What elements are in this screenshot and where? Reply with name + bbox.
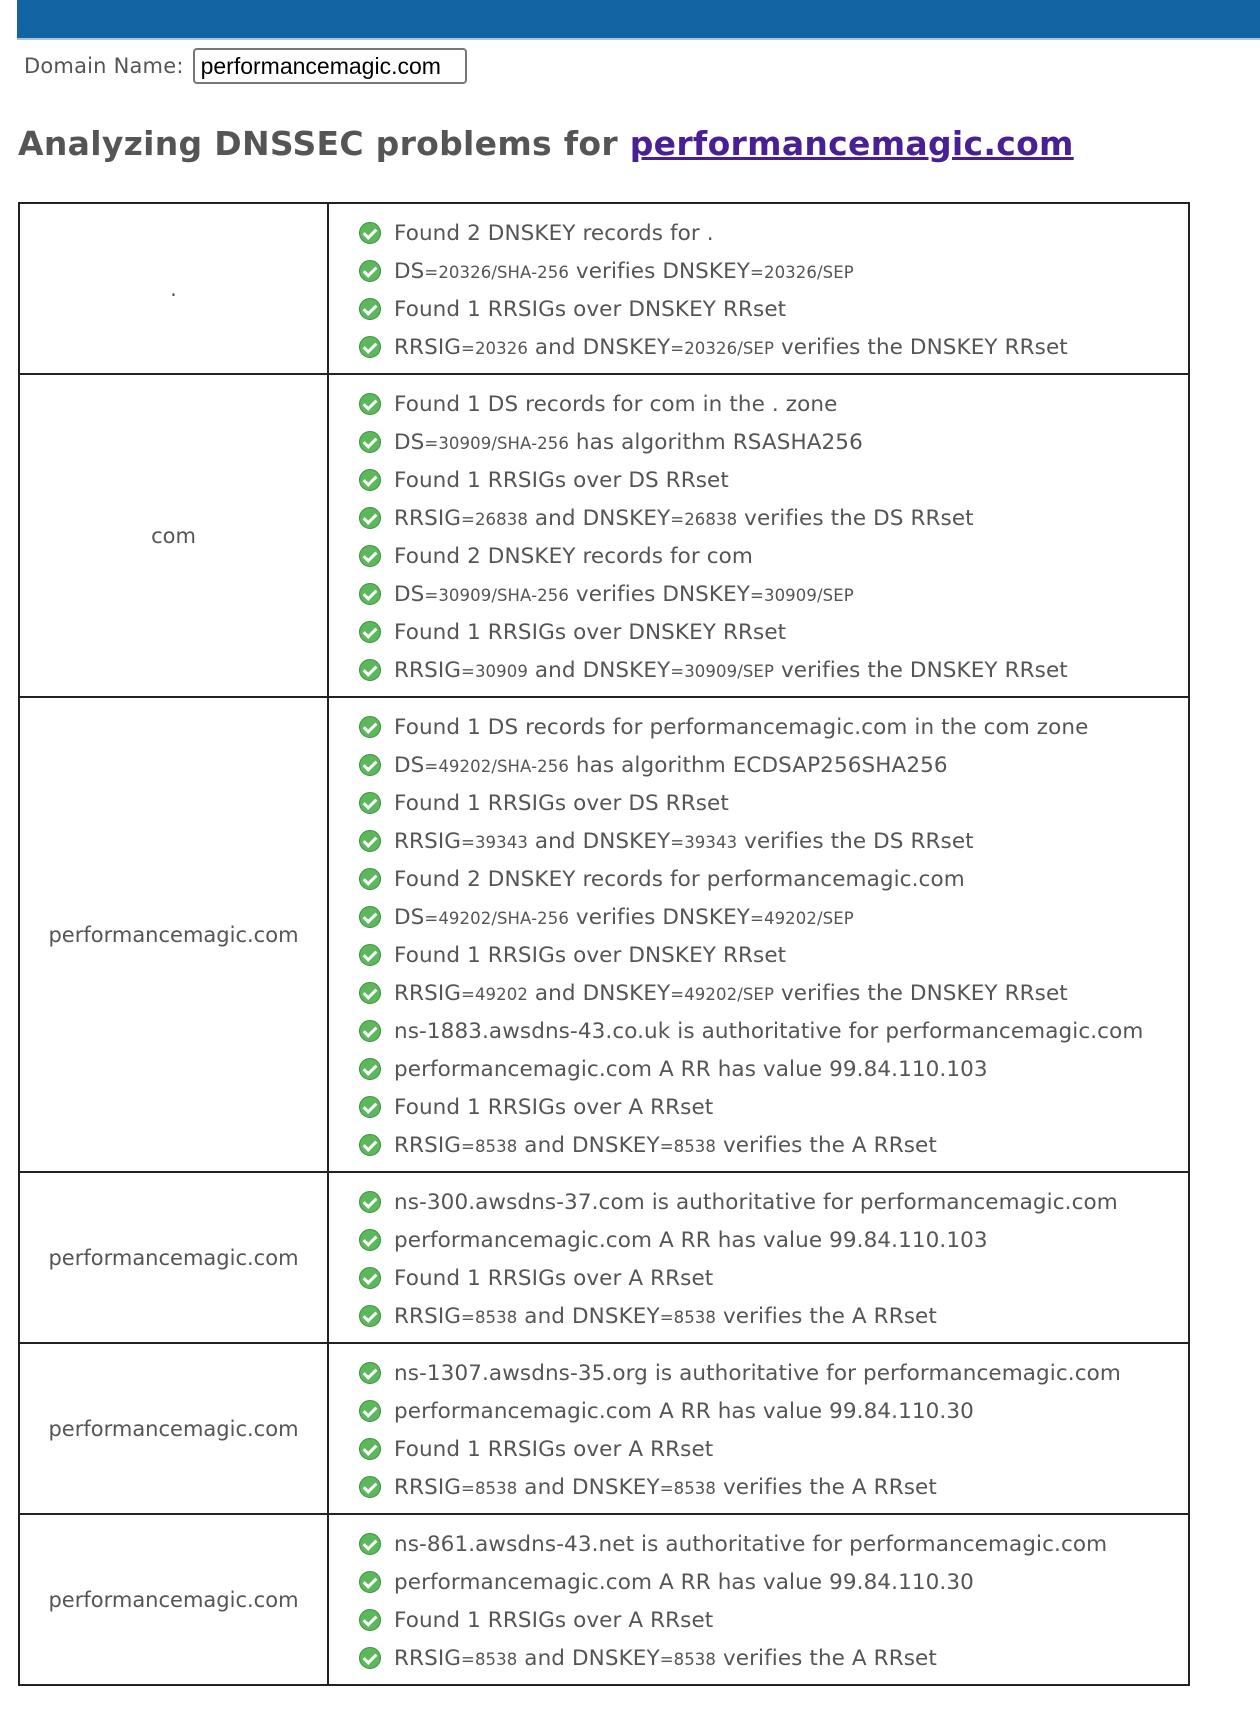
check-text-part: verifies the DS RRset	[737, 505, 974, 531]
check-text-part: Found 1 DS records for com in the . zone	[394, 391, 838, 417]
check-text	[394, 297, 786, 322]
record-detail: =49202	[461, 984, 528, 1004]
check-text	[394, 582, 854, 607]
check-item	[359, 1563, 1188, 1601]
check-text	[394, 1361, 1121, 1386]
check-item	[359, 537, 1188, 575]
check-text-part: and DNSKEY	[517, 1303, 660, 1329]
zone-row	[19, 1172, 1189, 1343]
check-text-part: verifies the A RRset	[716, 1474, 937, 1500]
check-item	[359, 499, 1188, 537]
record-detail: =30909/SEP	[670, 661, 775, 681]
check-text	[394, 335, 1068, 360]
record-detail: =8538	[461, 1136, 518, 1156]
check-circle-icon	[359, 1400, 381, 1422]
check-text-part: ns-1883.awsdns-43.co.uk is authoritative for performancemagic.com	[394, 1018, 1144, 1044]
check-text-part: RRSIG	[394, 1474, 462, 1500]
check-text-part: RRSIG	[394, 828, 462, 854]
check-text-part: performancemagic.com A RR has value 99.84.110.103	[394, 1056, 988, 1082]
check-text-part: and DNSKEY	[527, 657, 671, 683]
check-text-part: verifies the DNSKEY RRset	[774, 334, 1068, 360]
record-detail: =20326/SEP	[750, 262, 854, 282]
check-text	[394, 829, 974, 854]
record-detail: =49202/SEP	[750, 908, 854, 928]
check-circle-icon	[359, 868, 381, 890]
check-text	[394, 1646, 937, 1671]
check-text	[394, 715, 1089, 740]
zone-row	[19, 1514, 1189, 1685]
check-text-part: Found 1 RRSIGs over A RRset	[394, 1094, 714, 1120]
check-text-part: Found 1 DS records for performancemagic.com in the com zone	[394, 714, 1089, 740]
check-text-part: RRSIG	[394, 657, 462, 683]
check-text	[394, 544, 753, 569]
check-circle-icon	[359, 298, 381, 320]
record-detail: =26838	[670, 509, 738, 529]
check-item	[359, 746, 1188, 784]
check-text-part: Found 2 DNSKEY records for .	[394, 220, 714, 246]
record-detail: =8538	[659, 1136, 717, 1156]
check-text-part: verifies the A RRset	[716, 1303, 937, 1329]
check-item	[359, 214, 1188, 252]
check-text-part: verifies DNSKEY	[568, 904, 751, 930]
check-item	[359, 1297, 1188, 1335]
check-text	[394, 506, 974, 531]
record-detail: =30909	[461, 661, 528, 681]
check-text-part: DS	[394, 258, 425, 284]
record-detail: =30909/SHA-256	[424, 585, 569, 605]
check-circle-icon	[359, 982, 381, 1004]
check-text	[394, 221, 714, 246]
check-text	[394, 1304, 937, 1329]
check-item	[359, 1601, 1188, 1639]
check-item	[359, 708, 1188, 746]
check-circle-icon	[359, 830, 381, 852]
check-item	[359, 1525, 1188, 1563]
domain-name-input[interactable]	[193, 48, 467, 84]
check-circle-icon	[359, 545, 381, 567]
check-text	[394, 1133, 937, 1158]
check-item	[359, 252, 1188, 290]
check-item	[359, 423, 1188, 461]
check-text-part: has algorithm RSASHA256	[568, 429, 863, 455]
record-detail: =39343	[670, 832, 738, 852]
check-list	[328, 1172, 1189, 1343]
check-circle-icon	[359, 1533, 381, 1555]
check-circle-icon	[359, 906, 381, 928]
record-detail: =49202/SEP	[670, 984, 775, 1004]
check-circle-icon	[359, 1229, 381, 1251]
check-text	[394, 1437, 713, 1462]
record-detail: =49202/SHA-256	[424, 908, 569, 928]
zone-row	[19, 374, 1189, 697]
record-detail: =30909/SEP	[750, 585, 854, 605]
check-text-part: and DNSKEY	[527, 980, 671, 1006]
check-text	[394, 658, 1068, 683]
check-text	[394, 981, 1068, 1006]
check-text-part: Found 2 DNSKEY records for com	[394, 543, 753, 569]
check-text	[394, 1019, 1143, 1044]
check-item	[359, 651, 1188, 689]
check-text	[394, 620, 786, 645]
check-circle-icon	[359, 1571, 381, 1593]
check-circle-icon	[359, 393, 381, 415]
check-list	[328, 1514, 1189, 1685]
record-detail: =8538	[659, 1307, 717, 1327]
check-circle-icon	[359, 1096, 381, 1118]
check-text	[394, 392, 837, 417]
check-item	[359, 461, 1188, 499]
check-text	[394, 943, 786, 968]
record-detail: =8538	[659, 1478, 717, 1498]
check-item	[359, 1468, 1188, 1506]
check-circle-icon	[359, 1020, 381, 1042]
record-detail: =20326/SHA-256	[424, 262, 569, 282]
check-text	[394, 791, 729, 816]
check-circle-icon	[359, 1267, 381, 1289]
check-item	[359, 936, 1188, 974]
zone-name: performancemagic.com	[19, 697, 328, 1172]
check-text-part: Found 1 RRSIGs over DNSKEY RRset	[394, 296, 787, 322]
check-circle-icon	[359, 754, 381, 776]
check-text-part: verifies the DNSKEY RRset	[774, 657, 1068, 683]
check-list	[328, 203, 1189, 374]
check-text-part: ns-300.awsdns-37.com is authoritative for performancemagic.com	[394, 1189, 1118, 1215]
record-detail: =8538	[659, 1649, 717, 1669]
check-circle-icon	[359, 1609, 381, 1631]
check-text	[394, 468, 729, 493]
results-table	[18, 202, 1190, 1686]
check-circle-icon	[359, 507, 381, 529]
check-text	[394, 753, 948, 778]
check-text-part: RRSIG	[394, 980, 462, 1006]
check-item	[359, 1259, 1188, 1297]
zone-row	[19, 203, 1189, 374]
check-text-part: performancemagic.com A RR has value 99.84.110.30	[394, 1398, 974, 1424]
check-item	[359, 784, 1188, 822]
check-text-part: DS	[394, 581, 425, 607]
check-text	[394, 867, 965, 892]
check-circle-icon	[359, 260, 381, 282]
record-detail: =26838	[461, 509, 528, 529]
check-item	[359, 860, 1188, 898]
record-detail: =39343	[461, 832, 528, 852]
check-item	[359, 1354, 1188, 1392]
record-detail: =20326/SEP	[670, 338, 775, 358]
check-circle-icon	[359, 469, 381, 491]
check-text-part: ns-1307.awsdns-35.org is authoritative for performancemagic.com	[394, 1360, 1121, 1386]
zone-name: performancemagic.com	[19, 1514, 328, 1685]
check-text-part: RRSIG	[394, 1303, 462, 1329]
check-circle-icon	[359, 336, 381, 358]
check-circle-icon	[359, 222, 381, 244]
check-item	[359, 1430, 1188, 1468]
check-list	[328, 374, 1189, 697]
check-circle-icon	[359, 1191, 381, 1213]
check-text-part: verifies the DS RRset	[737, 828, 974, 854]
check-circle-icon	[359, 621, 381, 643]
check-item	[359, 822, 1188, 860]
check-text	[394, 1190, 1118, 1215]
check-item	[359, 1050, 1188, 1088]
check-circle-icon	[359, 1134, 381, 1156]
check-item	[359, 1221, 1188, 1259]
check-text	[394, 1266, 713, 1291]
check-text-part: and DNSKEY	[517, 1474, 660, 1500]
domain-form	[24, 47, 467, 85]
check-text-part: and DNSKEY	[517, 1645, 660, 1671]
check-circle-icon	[359, 944, 381, 966]
check-text-part: Found 1 RRSIGs over DNSKEY RRset	[394, 619, 787, 645]
check-circle-icon	[359, 792, 381, 814]
check-circle-icon	[359, 659, 381, 681]
check-text	[394, 1475, 937, 1500]
check-text-part: Found 1 RRSIGs over A RRset	[394, 1436, 714, 1462]
check-text-part: verifies the A RRset	[716, 1132, 937, 1158]
check-text-part: and DNSKEY	[517, 1132, 660, 1158]
check-text-part: Found 1 RRSIGs over DS RRset	[394, 467, 729, 493]
check-item	[359, 328, 1188, 366]
check-text	[394, 1399, 974, 1424]
page-title-prefix: Analyzing DNSSEC problems for	[18, 124, 630, 163]
check-circle-icon	[359, 1647, 381, 1669]
check-text-part: performancemagic.com A RR has value 99.84.110.103	[394, 1227, 988, 1253]
check-text-part: and DNSKEY	[527, 505, 671, 531]
domain-name-label: Domain Name:	[24, 54, 184, 78]
check-text-part: RRSIG	[394, 1645, 462, 1671]
check-circle-icon	[359, 431, 381, 453]
check-text-part: RRSIG	[394, 334, 462, 360]
check-text	[394, 1608, 713, 1633]
check-text	[394, 1095, 713, 1120]
check-item	[359, 898, 1188, 936]
check-circle-icon	[359, 583, 381, 605]
check-circle-icon	[359, 1476, 381, 1498]
check-circle-icon	[359, 1362, 381, 1384]
check-item	[359, 290, 1188, 328]
zone-name: com	[19, 374, 328, 697]
domain-link[interactable]: performancemagic.com	[629, 124, 1074, 163]
check-item	[359, 1183, 1188, 1221]
top-banner	[17, 0, 1260, 40]
check-text-part: DS	[394, 429, 425, 455]
check-text	[394, 259, 854, 284]
check-list	[328, 1343, 1189, 1514]
check-text-part: ns-861.awsdns-43.net is authoritative for performancemagic.com	[394, 1531, 1108, 1557]
check-text-part: Found 1 RRSIGs over DS RRset	[394, 790, 729, 816]
zone-name: .	[19, 203, 328, 374]
check-circle-icon	[359, 1058, 381, 1080]
check-circle-icon	[359, 1438, 381, 1460]
check-text-part: has algorithm ECDSAP256SHA256	[568, 752, 948, 778]
results-body	[19, 203, 1189, 1685]
check-text-part: RRSIG	[394, 1132, 462, 1158]
record-detail: =20326	[461, 338, 528, 358]
check-text-part: verifies the A RRset	[716, 1645, 937, 1671]
check-item	[359, 575, 1188, 613]
check-text-part: DS	[394, 752, 425, 778]
check-list	[328, 697, 1189, 1172]
check-text	[394, 905, 854, 930]
record-detail: =30909/SHA-256	[424, 433, 569, 453]
record-detail: =49202/SHA-256	[424, 756, 569, 776]
check-text-part: verifies DNSKEY	[568, 581, 751, 607]
check-text-part: and DNSKEY	[527, 334, 671, 360]
check-text	[394, 1570, 974, 1595]
check-text	[394, 1532, 1107, 1557]
zone-row	[19, 697, 1189, 1172]
zone-row	[19, 1343, 1189, 1514]
check-text-part: verifies DNSKEY	[568, 258, 751, 284]
check-text	[394, 1228, 988, 1253]
check-text-part: Found 1 RRSIGs over DNSKEY RRset	[394, 942, 787, 968]
record-detail: =8538	[461, 1307, 518, 1327]
record-detail: =8538	[461, 1649, 518, 1669]
check-text	[394, 1057, 988, 1082]
check-text-part: Found 1 RRSIGs over A RRset	[394, 1265, 714, 1291]
check-text-part: RRSIG	[394, 505, 462, 531]
check-text-part: performancemagic.com A RR has value 99.84.110.30	[394, 1569, 974, 1595]
check-circle-icon	[359, 1305, 381, 1327]
check-text-part: and DNSKEY	[527, 828, 671, 854]
check-text-part: DS	[394, 904, 425, 930]
record-detail: =8538	[461, 1478, 518, 1498]
check-circle-icon	[359, 716, 381, 738]
check-item	[359, 385, 1188, 423]
check-item	[359, 1088, 1188, 1126]
check-text-part: Found 1 RRSIGs over A RRset	[394, 1607, 714, 1633]
check-text-part: verifies the DNSKEY RRset	[774, 980, 1068, 1006]
check-item	[359, 974, 1188, 1012]
page-title	[18, 124, 1074, 163]
check-item	[359, 613, 1188, 651]
check-item	[359, 1126, 1188, 1164]
zone-name: performancemagic.com	[19, 1172, 328, 1343]
check-text-part: Found 2 DNSKEY records for performancemagic.com	[394, 866, 965, 892]
check-item	[359, 1639, 1188, 1677]
check-item	[359, 1012, 1188, 1050]
check-text	[394, 430, 863, 455]
zone-name: performancemagic.com	[19, 1343, 328, 1514]
check-item	[359, 1392, 1188, 1430]
